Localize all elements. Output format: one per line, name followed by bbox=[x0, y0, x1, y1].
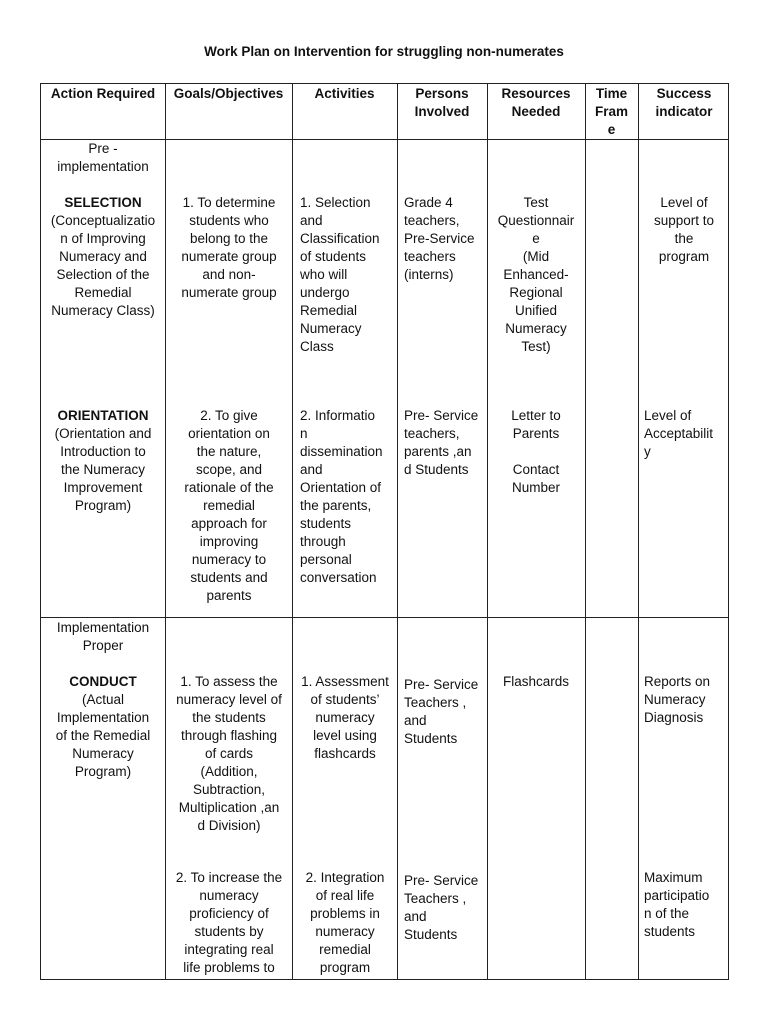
selection-success-indicator: Level of support to the program bbox=[653, 195, 715, 264]
selection-description: (Conceptualizatio n of Improving Numeracy and Selection of the Remedial Numeracy Class) bbox=[50, 213, 156, 318]
conduct-activity: 1. Assessment of students’ numeracy level using flashcards bbox=[301, 674, 389, 761]
integration-success-indicator: Maximum participatio n of the students bbox=[644, 870, 710, 939]
phase-label-implementation-proper: Implementation Proper bbox=[56, 620, 150, 653]
column-divider bbox=[638, 84, 639, 979]
document-title: Work Plan on Intervention for struggling non-numerates bbox=[204, 44, 564, 59]
column-divider bbox=[165, 84, 166, 979]
selection-heading: SELECTION bbox=[64, 195, 142, 210]
header-resources-needed: Resources Needed bbox=[501, 86, 571, 119]
header-time-frame: Time Fram e bbox=[594, 86, 628, 137]
orientation-heading: ORIENTATION bbox=[57, 408, 149, 423]
header-success-indicator: Success indicator bbox=[655, 86, 713, 119]
orientation-goal: 2. To give orientation on the nature, scope, and rationale of the remedial approach for improving numeracy to students and parents bbox=[184, 408, 274, 603]
column-divider bbox=[292, 84, 293, 979]
work-plan-table bbox=[40, 83, 729, 980]
integration-goal: 2. To increase the numeracy proficiency of students by integrating real life problems to bbox=[175, 870, 283, 975]
selection-resources: Test Questionnair e (Mid Enhanced- Regional Unified Numeracy Test) bbox=[497, 195, 575, 354]
header-activities: Activities bbox=[314, 86, 375, 101]
column-divider bbox=[397, 84, 398, 979]
conduct-goal: 1. To assess the numeracy level of the students through flashing of cards (Addition, Subtraction, Multiplication ,an d Division) bbox=[176, 674, 282, 833]
header-persons-involved: Persons Involved bbox=[414, 86, 470, 119]
conduct-resources: Flashcards bbox=[502, 674, 570, 689]
column-divider bbox=[585, 84, 586, 979]
phase-label-pre-implementation: Pre - implementation bbox=[57, 141, 149, 174]
column-divider bbox=[487, 84, 488, 979]
orientation-success-indicator: Level of Acceptabilit y bbox=[644, 408, 714, 459]
orientation-description: (Orientation and Introduction to the Numeracy Improvement Program) bbox=[54, 426, 152, 513]
orientation-activity: 2. Informatio n dissemination and Orientation of the parents, students through personal conversation bbox=[300, 408, 383, 585]
header-goals-objectives: Goals/Objectives bbox=[173, 86, 284, 101]
conduct-success-indicator: Reports on Numeracy Diagnosis bbox=[644, 674, 711, 725]
header-action-required: Action Required bbox=[50, 86, 156, 101]
orientation-resources: Letter to Parents Contact Number bbox=[511, 408, 561, 495]
integration-persons: Pre- Service Teachers , and Students bbox=[404, 873, 479, 942]
conduct-persons: Pre- Service Teachers , and Students bbox=[404, 677, 479, 746]
selection-persons: Grade 4 teachers, Pre-Service teachers (interns) bbox=[404, 195, 475, 282]
conduct-description: (Actual Implementation of the Remedial Numeracy Program) bbox=[55, 692, 151, 779]
integration-activity: 2. Integration of real life problems in numeracy remedial program bbox=[305, 870, 385, 975]
selection-activity: 1. Selection and Classification of students who will undergo Remedial Numeracy Class bbox=[300, 195, 380, 354]
selection-goal: 1. To determine students who belong to the numerate group and non- numerate group bbox=[181, 195, 277, 300]
section-row-divider bbox=[41, 617, 728, 618]
orientation-persons: Pre- Service teachers, parents ,an d Students bbox=[404, 408, 479, 477]
conduct-heading: CONDUCT bbox=[69, 674, 137, 689]
